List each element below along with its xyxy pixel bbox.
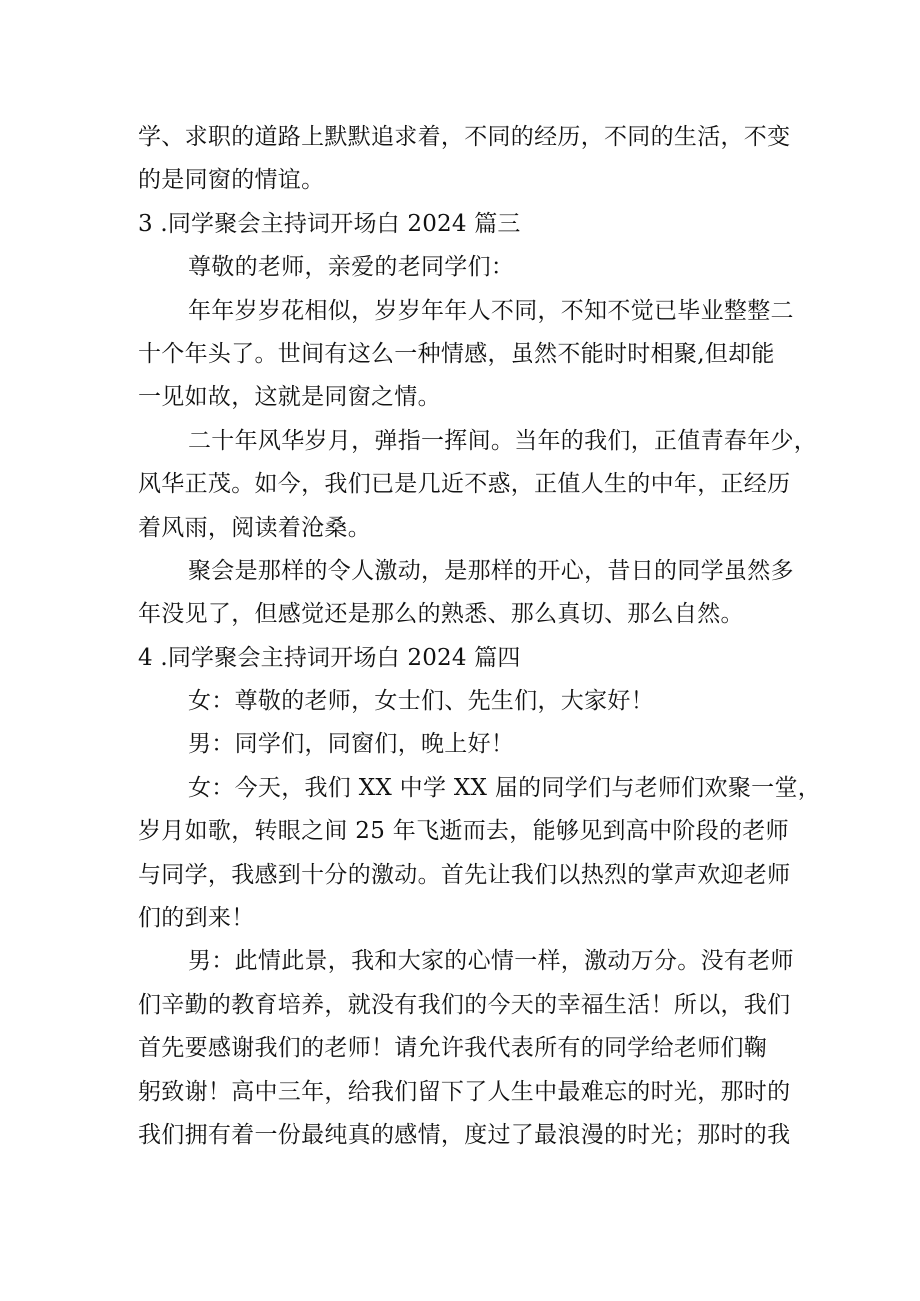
text-line: 着风雨，阅读着沧桑。: [138, 514, 371, 541]
document-body: [138, 116, 822, 1157]
text-line: 们的到来！: [138, 905, 255, 932]
text-line: 男：此情此景，我和大家的心情一样，激动万分。没有老师: [188, 948, 794, 975]
text-line: 岁月如歌，转眼之间 25 年飞逝而去，能够见到高中阶段的老师: [138, 818, 789, 845]
text-line: 风华正茂。如今，我们已是几近不惑，正值人生的中年，正经历: [138, 471, 791, 498]
section-heading: 4 .同学聚会主持词开场白 2024 篇四: [138, 644, 521, 671]
section-heading: 3 .同学聚会主持词开场白 2024 篇三: [138, 210, 521, 237]
text-line: 学、求职的道路上默默追求着，不同的经历，不同的生活，不变: [138, 124, 791, 150]
text-line: 年没见了，但感觉还是那么的熟悉、那么真切、那么自然。: [138, 601, 744, 628]
text-line: 的是同窗的情谊。: [138, 167, 325, 194]
text-line: 与同学，我感到十分的激动。首先让我们以热烈的掌声欢迎老师: [138, 861, 791, 888]
text-line: 聚会是那样的令人激动，是那样的开心，昔日的同学虽然多: [188, 557, 794, 584]
text-line: 尊敬的老师，亲爱的老同学们：: [188, 254, 515, 281]
text-line: 男：同学们，同窗们，晚上好！: [188, 731, 515, 758]
text-line: 一见如故，这就是同窗之情。: [138, 384, 441, 411]
text-line: 首先要感谢我们的老师！请允许我代表所有的同学给老师们鞠: [138, 1035, 768, 1062]
text-line: 二十年风华岁月，弹指一挥间。当年的我们，正值青春年少，: [188, 427, 818, 454]
text-line: 年年岁岁花相似，岁岁年年人不同，不知不觉已毕业整整二: [188, 297, 794, 324]
text-line: 们辛勤的教育培养，就没有我们的今天的幸福生活！所以，我们: [138, 991, 791, 1018]
text-line: 我们拥有着一份最纯真的感情，度过了最浪漫的时光；那时的我: [138, 1121, 791, 1148]
text-line: 女：今天，我们 XX 中学 XX 届的同学们与老师们欢聚一堂，: [188, 774, 822, 801]
text-line: 十个年头了。世间有这么一种情感，虽然不能时时相聚,但却能: [138, 340, 775, 367]
text-line: 女：尊敬的老师，女士们、先生们，大家好！: [188, 688, 654, 715]
text-line: 躬致谢！高中三年，给我们留下了人生中最难忘的时光，那时的: [138, 1078, 791, 1105]
